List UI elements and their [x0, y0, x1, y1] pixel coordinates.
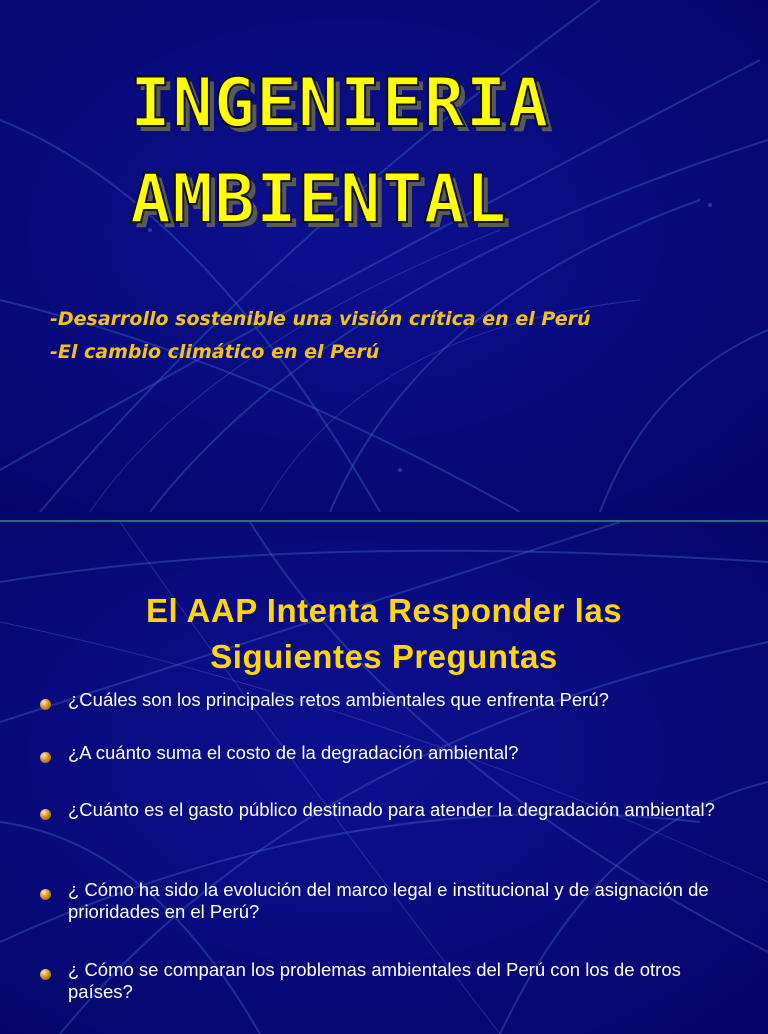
question-text: ¿Cuánto es el gasto público destinado para atender la degradación ambiental?	[68, 799, 715, 820]
title-slide	[0, 0, 768, 512]
subtitle-line-2: -El cambio climático en el Perú	[50, 341, 380, 363]
question-text: ¿ Cómo ha sido la evolución del marco legal e institucional y de asignación de prioridades en el Perú?	[68, 879, 709, 922]
title-line-1: INGENIERIA	[130, 64, 550, 143]
question-text: ¿Cuáles son los principales retos ambientales que enfrenta Perú?	[68, 689, 609, 710]
slide-heading-line-2: Siguientes Preguntas	[210, 638, 558, 675]
bullet-icon	[40, 752, 51, 763]
questions-slide	[0, 522, 768, 1034]
bullet-icon	[40, 699, 51, 710]
title-line-2: AMBIENTAL	[130, 160, 508, 239]
question-text: ¿ Cómo se comparan los problemas ambientales del Perú con los de otros países?	[68, 959, 681, 1002]
subtitle-line-1: -Desarrollo sostenible una visión crítica en el Perú	[50, 308, 591, 330]
bullet-icon	[40, 809, 51, 820]
question-text: ¿A cuánto suma el costo de la degradación ambiental?	[68, 742, 519, 763]
bullet-icon	[40, 889, 51, 900]
bullet-icon	[40, 969, 51, 980]
slide-heading-line-1: El AAP Intenta Responder las	[145, 592, 623, 629]
